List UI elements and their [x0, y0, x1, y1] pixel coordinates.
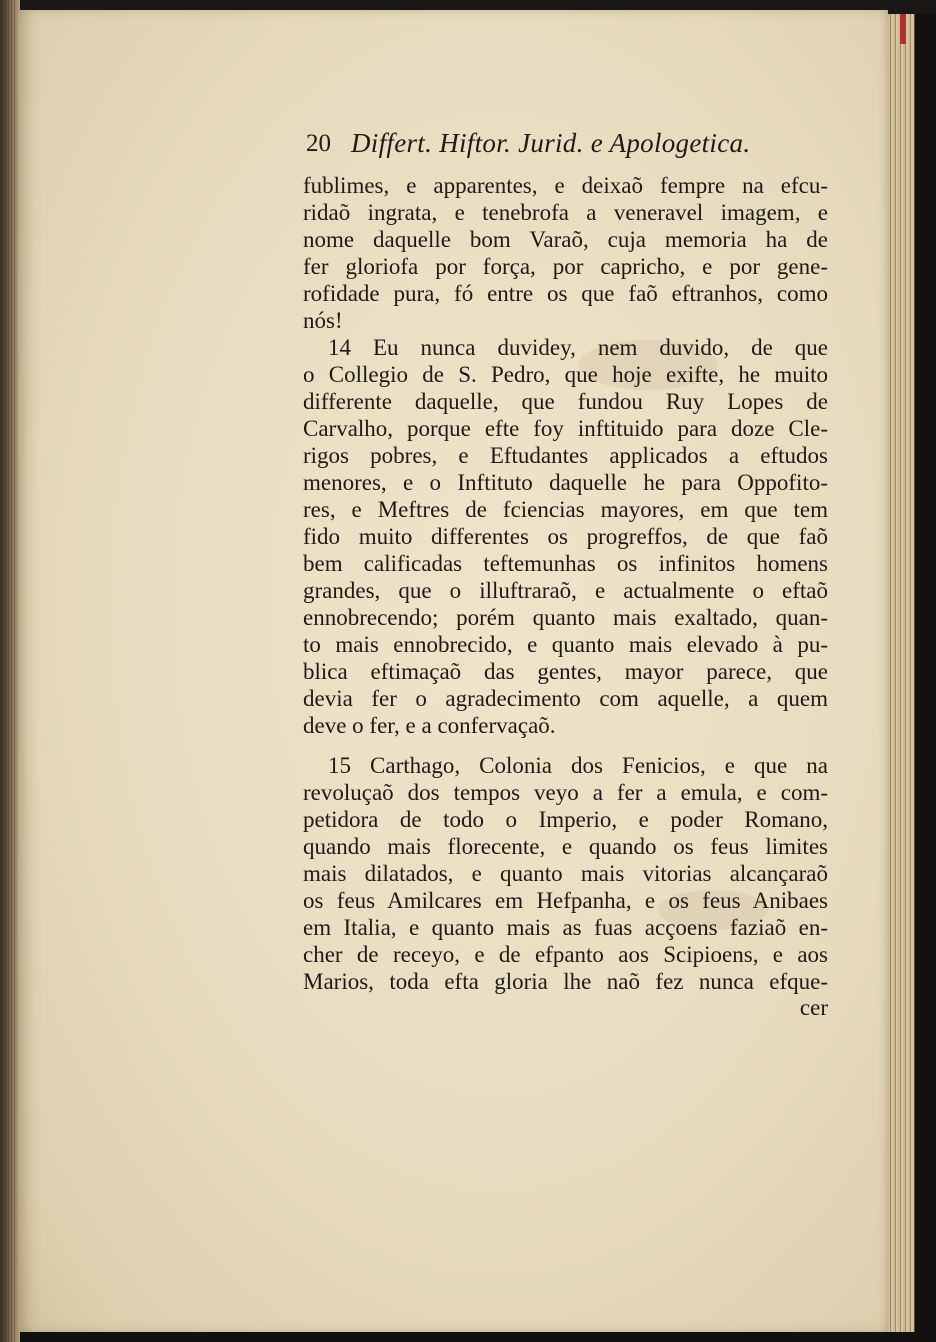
text-line: cher de receyo, e de efpanto aos Scipioens, e aos	[303, 942, 828, 967]
book-binding	[0, 0, 20, 1342]
text-line: devia fer o agradecimento com aquelle, a quem	[303, 686, 828, 711]
text-line: o Collegio de S. Pedro, que hoje exifte, he muito	[303, 362, 828, 387]
text-line: ennobrecendo; porém quanto mais exaltado, quan-	[303, 605, 828, 630]
text-line: blica eftimaçaõ das gentes, mayor parece, que	[303, 659, 828, 684]
paragraph-start-line: 15 Carthago, Colonia dos Fenicios, e que na	[328, 753, 828, 778]
text-line: menores, e o Inftituto daquelle he para Oppofito-	[303, 470, 828, 495]
text-line: fer gloriofa por força, por capricho, e por gene-	[303, 254, 828, 279]
catchword: cer	[799, 995, 828, 1020]
text-line: rigos pobres, e Eftudantes applicados a eftudos	[303, 443, 828, 468]
text-line: petidora de todo o Imperio, e poder Romano,	[303, 807, 828, 832]
text-line: rofidade pura, fó entre os que faõ eftranhos, como	[303, 281, 828, 306]
text-line: os feus Amilcares em Hefpanha, e os feus Anibaes	[303, 888, 828, 913]
text-line: bem calificadas teftemunhas os infinitos homens	[303, 551, 828, 576]
text-line: nome daquelle bom Varaõ, cuja memoria ha de	[303, 227, 828, 252]
page-edges	[888, 14, 915, 1332]
text-line: em Italia, e quanto mais as fuas acçoens faziaõ en-	[303, 915, 828, 940]
binding-texture	[2, 0, 16, 1342]
text-line: fido muito differentes os progreffos, de que faõ	[303, 524, 828, 549]
red-ribbon-edge	[900, 14, 906, 44]
text-line: res, e Meftres de fciencias mayores, em que tem	[303, 497, 828, 522]
text-line: grandes, que o illuftraraõ, e actualmente o eftaõ	[303, 578, 828, 603]
text-line: quando mais florecente, e quando os feus limites	[303, 834, 828, 859]
text-line: differente daquelle, que fundou Ruy Lopes de	[303, 389, 828, 414]
running-header	[303, 128, 828, 164]
text-line: Marios, toda efta gloria lhe naõ fez nunca efque-	[303, 969, 828, 994]
text-line: mais dilatados, e quanto mais vitorias alcançaraõ	[303, 861, 828, 886]
text-line: fublimes, e apparentes, e deixaõ fempre na efcu-	[303, 173, 828, 198]
paragraph-start-line: 14 Eu nunca duvidey, nem duvido, de que	[328, 335, 828, 360]
text-line: revoluçaõ dos tempos veyo a fer a emula, e com-	[303, 780, 828, 805]
text-line: nós!	[303, 308, 343, 333]
text-line: to mais ennobrecido, e quanto mais elevado à pu-	[303, 632, 828, 657]
text-line: deve o fer, e a confervaçaõ.	[303, 713, 556, 738]
text-line: Carvalho, porque efte foy inftituido para doze Cle-	[303, 416, 828, 441]
page-number: 20	[306, 130, 331, 157]
text-line: ridaõ ingrata, e tenebrofa a veneravel imagem, e	[303, 200, 828, 225]
running-title: Differt. Hiftor. Jurid. e Apologetica.	[351, 128, 751, 158]
